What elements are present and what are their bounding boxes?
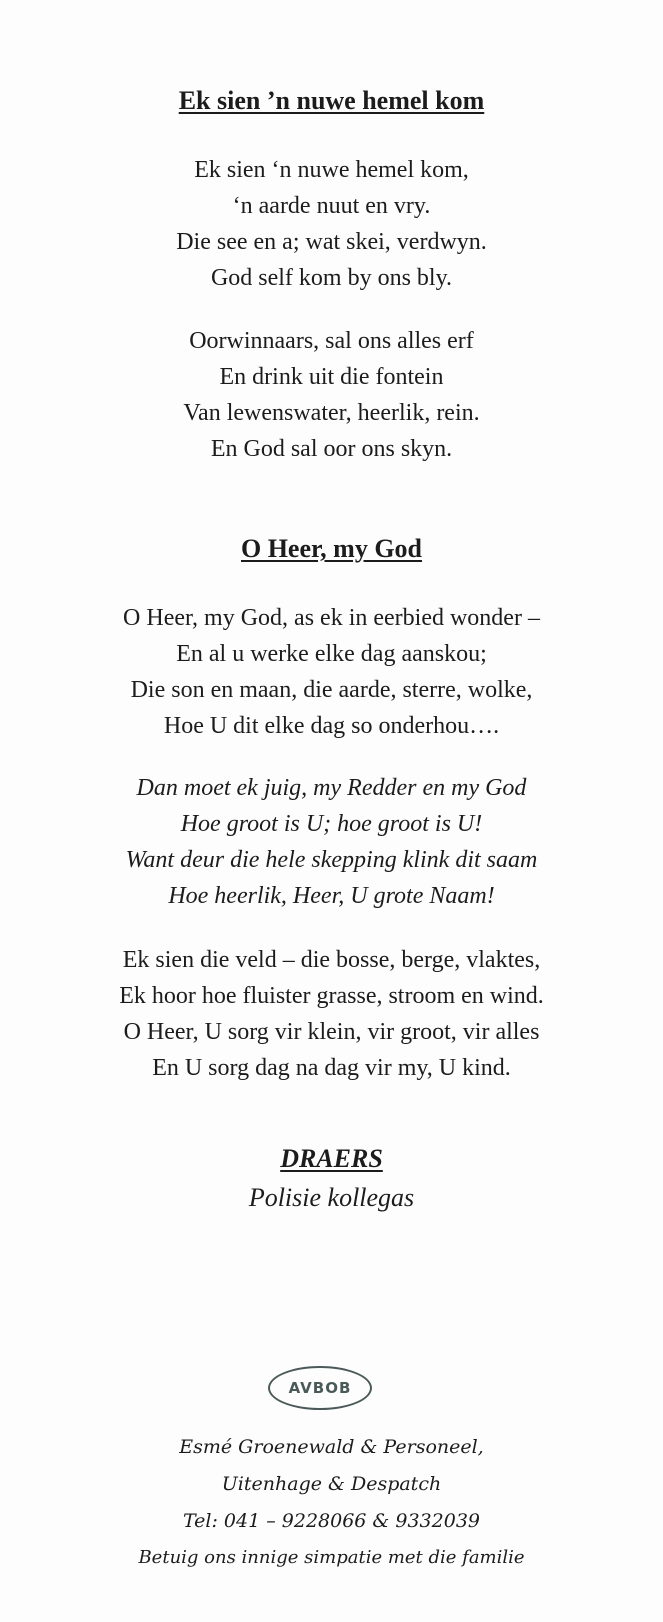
verse-line: En drink uit die fontein [219,364,444,390]
hymn2-stanza-2 [0,942,663,1086]
hymn2-stanza-1 [0,600,663,744]
verse-line: Dan moet ek juig, my Redder en my God [136,775,527,801]
verse-line: ‘n aarde nuut en vry. [232,193,431,219]
verse-line: Die see en a; wat skei, verdwyn. [176,229,487,255]
hymn1-stanza-2 [0,323,663,467]
verse-line: Die son en maan, die aarde, sterre, wolke, [130,677,533,703]
condolence-message: Betuig ons innige simpatie met die familie [138,1547,525,1568]
verse-line: Hoe U dit elke dag so onderhou…. [163,713,500,739]
verse-line: Hoe groot is U; hoe groot is U! [180,811,483,837]
bearers-title: DRAERS [280,1144,383,1173]
verse-line: Ek sien ‘n nuwe hemel kom, [194,157,469,183]
verse-line: Ek sien die veld – die bosse, berge, vlaktes, [122,947,541,973]
verse-line: O Heer, U sorg vir klein, vir groot, vir alles [123,1019,540,1045]
verse-line: En U sorg dag na dag vir my, U kind. [152,1055,511,1081]
hymn1-title: Ek sien ’n nuwe hemel kom [178,86,485,115]
verse-line: Hoe heerlik, Heer, U grote Naam! [168,883,495,909]
logo-text: AVBOB [288,1379,352,1397]
hymn2-title: O Heer, my God [240,534,423,563]
hymn2-chorus [0,770,663,914]
undertaker-location: Uitenhage & Despatch [221,1473,442,1495]
bearers-names: Polisie kollegas [248,1183,415,1212]
verse-line: Want deur die hele skepping klink dit saam [125,847,538,873]
verse-line: En God sal oor ons skyn. [210,436,453,462]
verse-line: En al u werke elke dag aanskou; [176,641,487,667]
avbob-logo [268,1366,372,1410]
verse-line: Oorwinnaars, sal ons alles erf [189,328,474,354]
verse-line: Ek hoor hoe fluister grasse, stroom en wind. [119,983,544,1009]
undertaker-phone: Tel: 041 – 9228066 & 9332039 [182,1510,481,1532]
verse-line: God self kom by ons bly. [210,265,453,291]
verse-line: O Heer, my God, as ek in eerbied wonder – [123,605,540,631]
hymn1-stanza-1 [0,152,663,296]
verse-line: Van lewenswater, heerlik, rein. [183,400,480,426]
undertaker-name: Esmé Groenewald & Personeel, [179,1436,484,1458]
